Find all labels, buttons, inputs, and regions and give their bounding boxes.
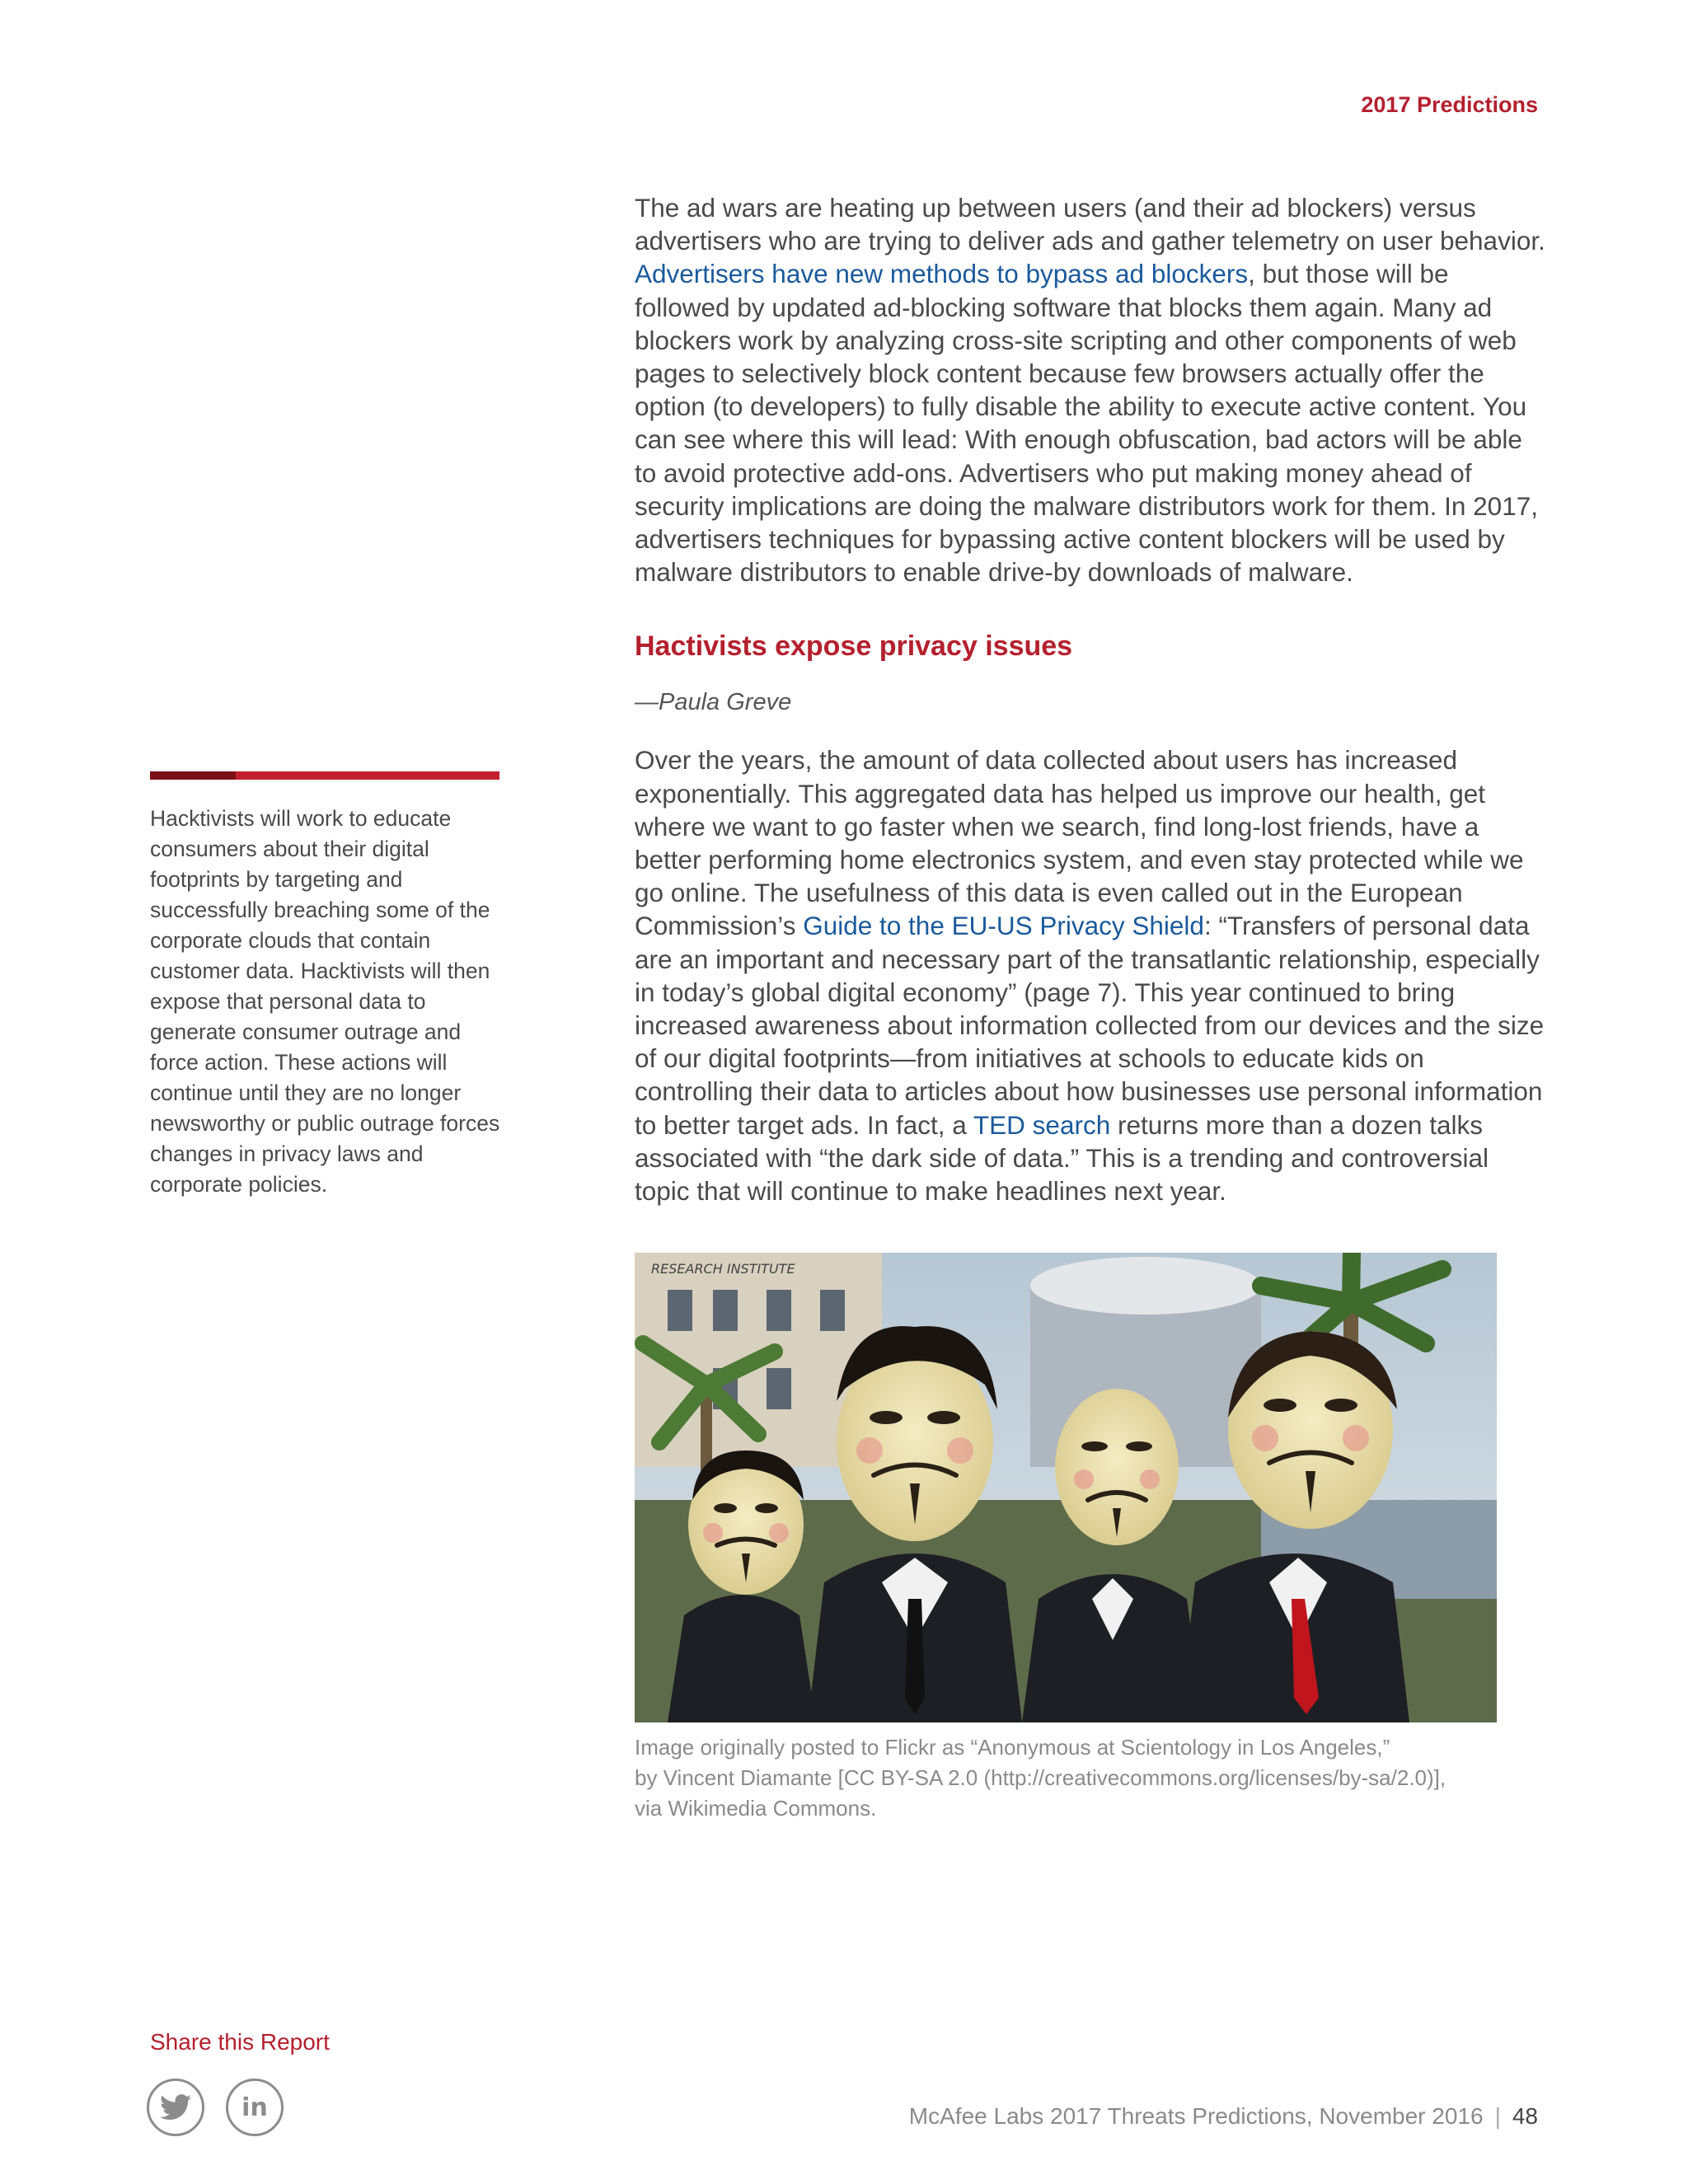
linkedin-share-button[interactable]: [226, 2079, 284, 2136]
photo-caption: Image originally posted to Flickr as “Anonymous at Scientology in Los Angeles,” by Vincent Diamante [CC BY-SA 2.0 (http://creativecommons.org/licenses/by-sa/2.0)], via Wikimedia Commons.: [635, 1735, 1447, 1821]
footer-separator: |: [1494, 2103, 1501, 2129]
pullquote-text: Hacktivists will work to educate consumers about their digital footprints by targeting and successfully breaching some of the corporate clouds that contain customer data. Hacktivists will then expose that personal data to generate consumer outrage and force action. These actions will continue until they are no longer newsworthy or public outrage forces changes in privacy laws and corporate policies.: [150, 806, 500, 1197]
anonymous-masks-photo: [635, 1253, 1497, 1722]
section-heading: Hactivists expose privacy issues: [635, 630, 1073, 663]
twitter-icon: [160, 2094, 191, 2121]
link-ted-search[interactable]: TED search: [973, 1109, 1111, 1140]
link-privacy-shield[interactable]: Guide to the EU-US Privacy Shield: [803, 911, 1204, 941]
twitter-share-button[interactable]: [147, 2079, 204, 2136]
article-body: [635, 191, 1550, 1207]
page-number: 48: [1512, 2103, 1538, 2129]
link-bypass-ad-blockers[interactable]: Advertisers have new methods to bypass ad blockers: [635, 259, 1249, 289]
footer-publication: McAfee Labs 2017 Threats Predictions, November 2016: [908, 2103, 1484, 2129]
paragraph-ad-wars: The ad wars are heating up between users (and their ad blockers) versus advertisers who are trying to deliver ads and gather telemetry on user behavior. Advertisers have new methods to bypass ad blockers, but those will be followed by updated ad-blocking software that blocks them again. Many ad blockers work by analyzing cross-site scripting and other components of web pages to selectively block content because few browsers actually offer the option (to developers) to fully disable the ability to execute active content. You can see where this will lead: With enough obfuscation, bad actors will be able to avoid protective add-ons. Advertisers who put making money ahead of security implications are doing the malware distributors work for them. In 2017, advertisers techniques for bypassing active content blockers will be used by malware distributors to enable drive-by downloads of malware.: [635, 193, 1545, 588]
running-header: 2017 Predictions: [1361, 92, 1538, 117]
share-report-label: Share this Report: [150, 2029, 330, 2055]
paragraph-privacy: Over the years, the amount of data collected about users has increased exponentially. This aggregated data has helped us improve our health, get where we want to go faster when we search, find long-lost friends, have a better performing home electronics system, and even stay protected while we go online. The usefulness of this data is even called out in the European Commission’s Guide to the EU-US Privacy Shield: “Transfers of personal data are an important and necessary part of the transatlantic relationship, especially in today’s global digital economy” (page 7). This year continued to bring increased awareness about information collected from our devices and the size of our digital footprints—from initiatives at schools to educate kids on controlling their data to articles about how businesses use personal information to better target ads. In fact, a TED search returns more than a dozen talks associated with “the dark side of data.” This is a trending and controversial topic that will continue to make headlines next year.: [635, 745, 1545, 1207]
building-sign: RESEARCH INSTITUTE: [651, 1261, 795, 1277]
author-byline: —Paula Greve: [635, 689, 792, 716]
pullquote-rule: [150, 771, 499, 780]
linkedin-icon: in: [241, 2093, 268, 2122]
photo-illustration: [635, 1253, 1497, 1722]
page-footer: [909, 2103, 1538, 2130]
